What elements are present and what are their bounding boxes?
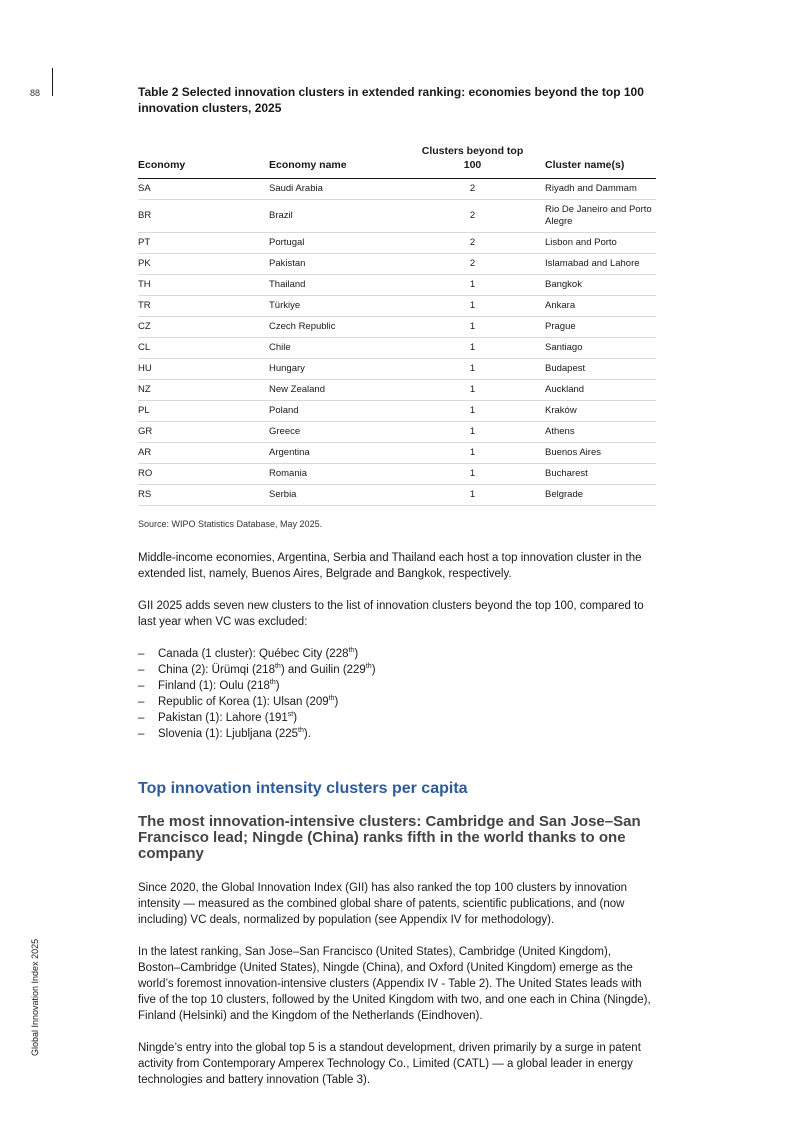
cell-cluster-names: Buenos Aires [528, 443, 656, 464]
cell-economy-name: Romania [269, 464, 417, 485]
cell-cluster-names: Islamabad and Lahore [528, 254, 656, 275]
cell-economy: CZ [138, 317, 269, 338]
header-economy: Economy [138, 144, 269, 179]
table-row [138, 179, 656, 200]
cell-economy: RO [138, 464, 269, 485]
cell-clusters: 1 [417, 422, 528, 443]
cell-cluster-names: Prague [528, 317, 656, 338]
cell-economy-name: Poland [269, 401, 417, 422]
running-title: Global Innovation Index 2025 [30, 938, 40, 1056]
cell-economy-name: Chile [269, 338, 417, 359]
cell-cluster-names: Bangkok [528, 275, 656, 296]
cell-economy: BR [138, 200, 269, 233]
cell-economy-name: Greece [269, 422, 417, 443]
cell-economy-name: Türkiye [269, 296, 417, 317]
cell-economy: HU [138, 359, 269, 380]
cell-clusters: 1 [417, 464, 528, 485]
table-row [138, 359, 656, 380]
cell-economy: RS [138, 485, 269, 506]
cell-cluster-names: Belgrade [528, 485, 656, 506]
paragraph-latest-ranking: In the latest ranking, San Jose–San Francisco (United States), Cambridge (United Kingdom), Boston–Cambridge (United States), Ningde (China), and Oxford (United Kingdom) emerge as the world’s foremost innovation-intensive clusters (Appendix IV - Table 2). The United States leads with five of the top 10 clusters, followed by the United Kingdom with two, and one each in China (Ningde), Finland (Helsinki) and the Kingdom of the Netherlands (Eindhoven). [138, 946, 651, 1022]
cell-clusters: 1 [417, 443, 528, 464]
cell-economy: AR [138, 443, 269, 464]
cell-clusters: 1 [417, 338, 528, 359]
cell-economy-name: New Zealand [269, 380, 417, 401]
table-row [138, 317, 656, 338]
cell-cluster-names: Athens [528, 422, 656, 443]
cell-clusters: 1 [417, 275, 528, 296]
cell-economy-name: Argentina [269, 443, 417, 464]
cell-clusters: 2 [417, 179, 528, 200]
list-item: – China (2): Ürümqi (218th) and Guilin (229th) [138, 662, 656, 678]
cell-clusters: 2 [417, 200, 528, 233]
cell-economy-name: Hungary [269, 359, 417, 380]
cell-economy: PT [138, 233, 269, 254]
cell-economy: TH [138, 275, 269, 296]
list-item: – Pakistan (1): Lahore (191st) [138, 710, 656, 726]
cell-economy-name: Serbia [269, 485, 417, 506]
table-row [138, 401, 656, 422]
cell-clusters: 1 [417, 317, 528, 338]
cell-cluster-names: Kraków [528, 401, 656, 422]
cell-economy-name: Brazil [269, 200, 417, 233]
header-economy-name: Economy name [269, 144, 417, 179]
section-heading: Top innovation intensity clusters per capita [138, 780, 468, 797]
new-clusters-list [138, 646, 656, 742]
section-subheading: The most innovation-intensive clusters: Cambridge and San Jose–San Francisco lead; Ningde (China) ranks fifth in the world thanks to one company [138, 813, 641, 862]
cell-economy: SA [138, 179, 269, 200]
table-row [138, 443, 656, 464]
page-content [138, 84, 656, 1088]
cell-clusters: 1 [417, 485, 528, 506]
cell-economy-name: Portugal [269, 233, 417, 254]
list-item: – Slovenia (1): Ljubljana (225th). [138, 726, 656, 742]
cell-clusters: 1 [417, 401, 528, 422]
cell-cluster-names: Bucharest [528, 464, 656, 485]
cell-economy: TR [138, 296, 269, 317]
list-item: – Canada (1 cluster): Québec City (228th) [138, 646, 656, 662]
cell-economy: PL [138, 401, 269, 422]
paragraph-middle-income: Middle-income economies, Argentina, Serbia and Thailand each host a top innovation cluster in the extended list, namely, Buenos Aires, Belgrade and Bangkok, respectively. [138, 552, 642, 580]
header-cluster-names: Cluster name(s) [528, 144, 656, 179]
table-row [138, 380, 656, 401]
cell-cluster-names: Rio De Janeiro and Porto Alegre [528, 200, 656, 233]
page-number: 88 [30, 88, 41, 98]
cell-cluster-names: Riyadh and Dammam [528, 179, 656, 200]
table-row [138, 254, 656, 275]
table-header-row [138, 144, 656, 179]
table-row [138, 422, 656, 443]
cell-cluster-names: Auckland [528, 380, 656, 401]
paragraph-new-clusters-intro: GII 2025 adds seven new clusters to the list of innovation clusters beyond the top 100, compared to last year when VC was excluded: [138, 600, 644, 628]
cell-clusters: 1 [417, 359, 528, 380]
table-row [138, 200, 656, 233]
cell-economy: GR [138, 422, 269, 443]
table-row [138, 464, 656, 485]
table-row [138, 296, 656, 317]
cell-clusters: 2 [417, 254, 528, 275]
cell-economy-name: Pakistan [269, 254, 417, 275]
table-row [138, 275, 656, 296]
cell-economy: CL [138, 338, 269, 359]
cell-economy: NZ [138, 380, 269, 401]
clusters-table [138, 144, 656, 506]
table-source: Source: WIPO Statistics Database, May 2025. [138, 519, 323, 529]
table-title: Table 2 Selected innovation clusters in extended ranking: economies beyond the top 100 innovation clusters, 2025 [138, 85, 644, 115]
cell-economy-name: Czech Republic [269, 317, 417, 338]
table-row [138, 338, 656, 359]
cell-cluster-names: Budapest [528, 359, 656, 380]
cell-economy: PK [138, 254, 269, 275]
cell-cluster-names: Ankara [528, 296, 656, 317]
cell-economy-name: Thailand [269, 275, 417, 296]
paragraph-intensity-method: Since 2020, the Global Innovation Index (GII) has also ranked the top 100 clusters by innovation intensity — measured as the combined global share of patents, scientific publications, and (now including) VC deals, normalized by population (see Appendix IV for methodology). [138, 882, 628, 926]
cell-cluster-names: Santiago [528, 338, 656, 359]
cell-clusters: 2 [417, 233, 528, 254]
header-clusters-beyond: Clusters beyond top 100 [417, 144, 528, 179]
margin-rule [52, 68, 53, 96]
list-item: – Finland (1): Oulu (218th) [138, 678, 656, 694]
paragraph-ningde: Ningde’s entry into the global top 5 is a standout development, driven primarily by a surge in patent activity from Contemporary Amperex Technology Co., Limited (CATL) — a global leader in energy technologies and battery innovation (Table 3). [138, 1042, 641, 1086]
cell-economy-name: Saudi Arabia [269, 179, 417, 200]
cell-cluster-names: Lisbon and Porto [528, 233, 656, 254]
cell-clusters: 1 [417, 296, 528, 317]
table-row [138, 485, 656, 506]
list-item: – Republic of Korea (1): Ulsan (209th) [138, 694, 656, 710]
cell-clusters: 1 [417, 380, 528, 401]
table-row [138, 233, 656, 254]
